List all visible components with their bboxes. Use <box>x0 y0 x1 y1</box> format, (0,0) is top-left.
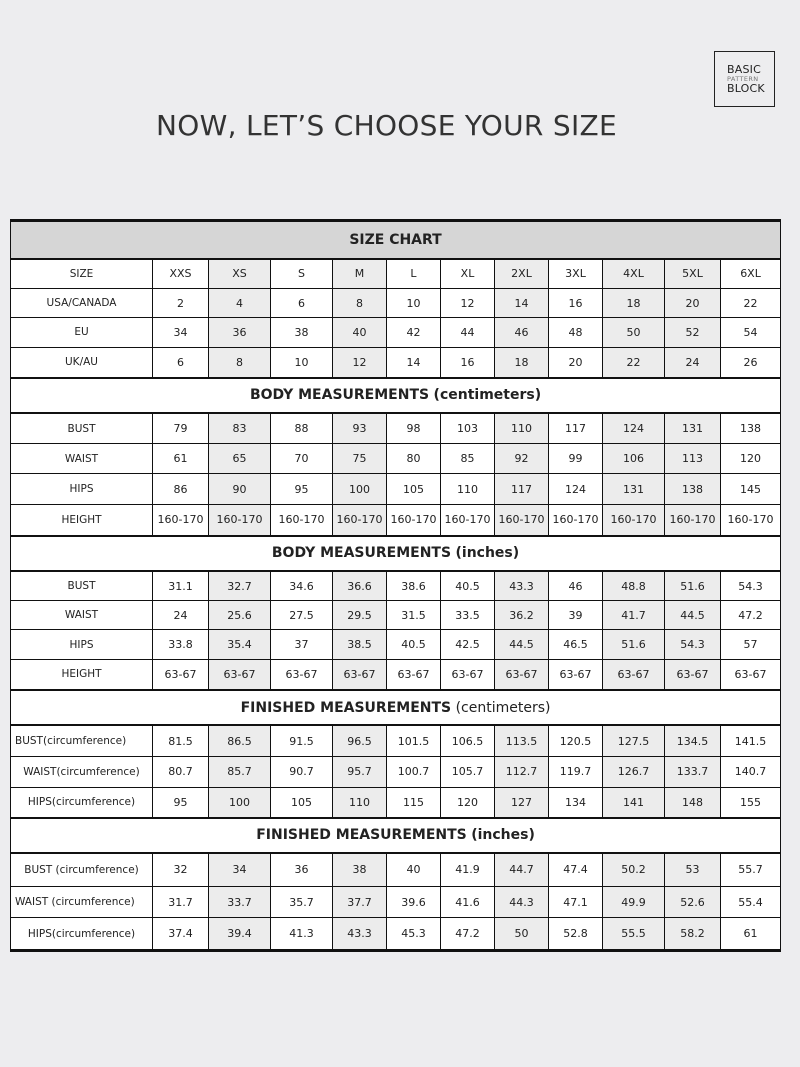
row-label: WAIST (circumference) <box>11 886 153 917</box>
table-cell: 2XL <box>495 259 549 288</box>
table-cell: 38 <box>333 853 387 886</box>
table-cell: 52.6 <box>665 886 721 917</box>
table-cell: 63-67 <box>387 659 441 689</box>
table-cell: 44.5 <box>495 630 549 659</box>
table-cell: 85 <box>441 443 495 473</box>
table-cell: 22 <box>721 288 781 317</box>
table-cell: 134.5 <box>665 725 721 756</box>
table-cell: 33.8 <box>153 630 209 659</box>
section-unit: (centimeters) <box>455 699 551 716</box>
section-title <box>11 690 781 725</box>
table-cell: 18 <box>603 288 665 317</box>
table-cell: 14 <box>387 347 441 377</box>
table-cell: 44.3 <box>495 886 549 917</box>
table-cell: 134 <box>549 787 603 817</box>
table-cell: 126.7 <box>603 757 665 787</box>
table-cell: 65 <box>209 443 271 473</box>
table-cell: 36 <box>271 853 333 886</box>
table-cell: 20 <box>549 347 603 377</box>
table-row <box>11 757 781 787</box>
table-cell: XL <box>441 259 495 288</box>
table-cell: 138 <box>665 474 721 504</box>
table-cell: 27.5 <box>271 601 333 630</box>
table-cell: 39 <box>549 601 603 630</box>
table-cell: M <box>333 259 387 288</box>
table-cell: 6 <box>271 288 333 317</box>
table-cell: 160-170 <box>153 504 209 535</box>
table-cell: 40 <box>333 318 387 347</box>
size-chart-table <box>10 219 781 952</box>
table-cell: 45.3 <box>387 918 441 951</box>
table-row <box>11 504 781 535</box>
table-row <box>11 259 781 288</box>
table-cell: 39.6 <box>387 886 441 917</box>
table-cell: 53 <box>665 853 721 886</box>
row-label: HIPS <box>11 474 153 504</box>
table-cell: 95.7 <box>333 757 387 787</box>
table-cell: 4 <box>209 288 271 317</box>
table-cell: 160-170 <box>721 504 781 535</box>
table-cell: 85.7 <box>209 757 271 787</box>
table-cell: 35.4 <box>209 630 271 659</box>
table-cell: 40.5 <box>441 571 495 600</box>
logo-line-1: BASIC <box>727 62 761 76</box>
table-cell: 10 <box>271 347 333 377</box>
table-cell: 63-67 <box>603 659 665 689</box>
table-cell: 44 <box>441 318 495 347</box>
row-label: WAIST <box>11 443 153 473</box>
table-row <box>11 443 781 473</box>
table-cell: 160-170 <box>209 504 271 535</box>
table-cell: 92 <box>495 443 549 473</box>
table-cell: 160-170 <box>441 504 495 535</box>
table-cell: 100 <box>333 474 387 504</box>
section-title <box>11 378 781 413</box>
table-cell: 101.5 <box>387 725 441 756</box>
table-cell: 47.1 <box>549 886 603 917</box>
table-row <box>11 601 781 630</box>
table-cell: 55.5 <box>603 918 665 951</box>
table-cell: 25.6 <box>209 601 271 630</box>
section-title-text: FINISHED MEASUREMENTS <box>256 827 467 844</box>
table-cell: 148 <box>665 787 721 817</box>
table-cell: 110 <box>441 474 495 504</box>
brand-logo <box>714 51 775 107</box>
table-cell: 120.5 <box>549 725 603 756</box>
table-cell: 96.5 <box>333 725 387 756</box>
table-cell: 100 <box>209 787 271 817</box>
table-row <box>11 571 781 600</box>
table-cell: 95 <box>153 787 209 817</box>
section-header <box>11 690 781 725</box>
table-cell: 8 <box>333 288 387 317</box>
table-cell: 160-170 <box>665 504 721 535</box>
table-cell: 83 <box>209 413 271 443</box>
table-cell: 131 <box>665 413 721 443</box>
table-cell: 117 <box>495 474 549 504</box>
table-cell: 81.5 <box>153 725 209 756</box>
row-label: BUST <box>11 413 153 443</box>
table-cell: 63-67 <box>271 659 333 689</box>
table-cell: 50 <box>603 318 665 347</box>
table-cell: 36.6 <box>333 571 387 600</box>
table-cell: 106 <box>603 443 665 473</box>
table-cell: XXS <box>153 259 209 288</box>
row-label: HIPS(circumference) <box>11 918 153 951</box>
page-title: NOW, LET’S CHOOSE YOUR SIZE <box>156 109 617 142</box>
table-cell: 24 <box>665 347 721 377</box>
table-cell: 37.7 <box>333 886 387 917</box>
table-cell: 4XL <box>603 259 665 288</box>
table-cell: 79 <box>153 413 209 443</box>
table-cell: XS <box>209 259 271 288</box>
section-header <box>11 536 781 571</box>
table-cell: 48 <box>549 318 603 347</box>
table-cell: 38.6 <box>387 571 441 600</box>
table-cell: 160-170 <box>387 504 441 535</box>
table-cell: 41.9 <box>441 853 495 886</box>
table-cell: 49.9 <box>603 886 665 917</box>
section-title-text: FINISHED MEASUREMENTS <box>240 699 452 716</box>
table-cell: 32 <box>153 853 209 886</box>
table-row <box>11 725 781 756</box>
table-cell: 106.5 <box>441 725 495 756</box>
table-cell: 46 <box>549 571 603 600</box>
table-cell: 63-67 <box>495 659 549 689</box>
row-label: BUST (circumference) <box>11 853 153 886</box>
table-cell: 26 <box>721 347 781 377</box>
row-label: USA/CANADA <box>11 288 153 317</box>
row-label: HIPS(circumference) <box>11 787 153 817</box>
table-row <box>11 787 781 817</box>
table-cell: 127 <box>495 787 549 817</box>
table-cell: 38 <box>271 318 333 347</box>
row-label: HEIGHT <box>11 504 153 535</box>
section-header <box>11 818 781 853</box>
table-cell: 41.3 <box>271 918 333 951</box>
table-cell: 50 <box>495 918 549 951</box>
table-cell: 3XL <box>549 259 603 288</box>
table-cell: 51.6 <box>603 630 665 659</box>
table-cell: 31.1 <box>153 571 209 600</box>
section-title <box>11 818 781 853</box>
table-cell: 61 <box>153 443 209 473</box>
table-cell: 10 <box>387 288 441 317</box>
table-cell: 113.5 <box>495 725 549 756</box>
table-cell: 145 <box>721 474 781 504</box>
section-unit: (inches) <box>455 545 520 562</box>
table-cell: 110 <box>333 787 387 817</box>
table-cell: 75 <box>333 443 387 473</box>
table-cell: 124 <box>603 413 665 443</box>
row-label: WAIST(circumference) <box>11 757 153 787</box>
row-label: EU <box>11 318 153 347</box>
table-cell: 12 <box>441 288 495 317</box>
table-cell: 93 <box>333 413 387 443</box>
section-header <box>11 378 781 413</box>
table-cell: 160-170 <box>271 504 333 535</box>
table-cell: 120 <box>441 787 495 817</box>
table-cell: 6XL <box>721 259 781 288</box>
table-cell: 2 <box>153 288 209 317</box>
table-cell: 5XL <box>665 259 721 288</box>
table-cell: 63-67 <box>153 659 209 689</box>
section-unit: (centimeters) <box>433 387 542 404</box>
table-cell: 80.7 <box>153 757 209 787</box>
table-cell: 6 <box>153 347 209 377</box>
table-cell: 155 <box>721 787 781 817</box>
table-cell: 34.6 <box>271 571 333 600</box>
logo-line-3: BLOCK <box>727 82 765 96</box>
table-cell: 40 <box>387 853 441 886</box>
table-cell: 36 <box>209 318 271 347</box>
table-cell: 44.5 <box>665 601 721 630</box>
table-cell: 112.7 <box>495 757 549 787</box>
row-label: BUST <box>11 571 153 600</box>
table-cell: 50.2 <box>603 853 665 886</box>
table-cell: 33.5 <box>441 601 495 630</box>
table-cell: 48.8 <box>603 571 665 600</box>
table-cell: 47.2 <box>441 918 495 951</box>
table-cell: 34 <box>209 853 271 886</box>
table-cell: 141 <box>603 787 665 817</box>
table-cell: 54 <box>721 318 781 347</box>
table-cell: 86.5 <box>209 725 271 756</box>
table-cell: 140.7 <box>721 757 781 787</box>
table-row <box>11 630 781 659</box>
table-cell: 131 <box>603 474 665 504</box>
section-title <box>11 536 781 571</box>
table-cell: 33.7 <box>209 886 271 917</box>
table-cell: 80 <box>387 443 441 473</box>
table-row <box>11 288 781 317</box>
table-cell: 105 <box>387 474 441 504</box>
table-cell: 41.7 <box>603 601 665 630</box>
table-cell: 90 <box>209 474 271 504</box>
table-cell: 57 <box>721 630 781 659</box>
table-cell: 58.2 <box>665 918 721 951</box>
table-cell: 52 <box>665 318 721 347</box>
table-cell: 91.5 <box>271 725 333 756</box>
table-cell: 42 <box>387 318 441 347</box>
table-cell: 14 <box>495 288 549 317</box>
table-cell: 54.3 <box>665 630 721 659</box>
table-cell: 20 <box>665 288 721 317</box>
table-cell: 43.3 <box>495 571 549 600</box>
table-cell: 16 <box>441 347 495 377</box>
table-cell: 55.4 <box>721 886 781 917</box>
table-cell: 160-170 <box>495 504 549 535</box>
table-cell: S <box>271 259 333 288</box>
table-cell: 63-67 <box>333 659 387 689</box>
table-cell: 31.5 <box>387 601 441 630</box>
row-label: SIZE <box>11 259 153 288</box>
table-cell: 51.6 <box>665 571 721 600</box>
table-cell: 124 <box>549 474 603 504</box>
table-cell: 43.3 <box>333 918 387 951</box>
table-cell: 103 <box>441 413 495 443</box>
table-cell: 105.7 <box>441 757 495 787</box>
table-cell: 35.7 <box>271 886 333 917</box>
table-row <box>11 474 781 504</box>
table-cell: 29.5 <box>333 601 387 630</box>
table-cell: 46 <box>495 318 549 347</box>
table-cell: 24 <box>153 601 209 630</box>
table-cell: 63-67 <box>665 659 721 689</box>
table-row <box>11 318 781 347</box>
table-cell: 160-170 <box>549 504 603 535</box>
table-cell: 105 <box>271 787 333 817</box>
table-cell: 63-67 <box>441 659 495 689</box>
table-cell: 100.7 <box>387 757 441 787</box>
table-row <box>11 853 781 886</box>
table-cell: 160-170 <box>603 504 665 535</box>
table-cell: 90.7 <box>271 757 333 787</box>
table-cell: 63-67 <box>209 659 271 689</box>
row-label: HEIGHT <box>11 659 153 689</box>
table-cell: 54.3 <box>721 571 781 600</box>
table-cell: 110 <box>495 413 549 443</box>
table-cell: 47.2 <box>721 601 781 630</box>
table-cell: 41.6 <box>441 886 495 917</box>
table-cell: 44.7 <box>495 853 549 886</box>
table-cell: 63-67 <box>721 659 781 689</box>
logo-line-2: PATTERN <box>727 74 759 83</box>
table-cell: 160-170 <box>333 504 387 535</box>
section-title-text: BODY MEASUREMENTS <box>271 545 452 562</box>
table-cell: 36.2 <box>495 601 549 630</box>
row-label: WAIST <box>11 601 153 630</box>
table-cell: 42.5 <box>441 630 495 659</box>
table-cell: 22 <box>603 347 665 377</box>
table-cell: L <box>387 259 441 288</box>
table-cell: 46.5 <box>549 630 603 659</box>
table-cell: 18 <box>495 347 549 377</box>
table-cell: 95 <box>271 474 333 504</box>
table-cell: 16 <box>549 288 603 317</box>
section-title-text: BODY MEASUREMENTS <box>249 387 430 404</box>
row-label: BUST(circumference) <box>11 725 153 756</box>
table-cell: 86 <box>153 474 209 504</box>
section-unit: (inches) <box>471 827 535 844</box>
table-cell: 117 <box>549 413 603 443</box>
table-row <box>11 918 781 951</box>
table-cell: 39.4 <box>209 918 271 951</box>
table-cell: 12 <box>333 347 387 377</box>
table-row <box>11 347 781 377</box>
table-cell: 34 <box>153 318 209 347</box>
table-cell: 115 <box>387 787 441 817</box>
row-label: HIPS <box>11 630 153 659</box>
table-row <box>11 413 781 443</box>
table-cell: 70 <box>271 443 333 473</box>
table-cell: 55.7 <box>721 853 781 886</box>
table-cell: 47.4 <box>549 853 603 886</box>
table-row <box>11 659 781 689</box>
table-cell: 32.7 <box>209 571 271 600</box>
table-cell: 52.8 <box>549 918 603 951</box>
table-cell: 37.4 <box>153 918 209 951</box>
table-title: SIZE CHART <box>11 221 781 260</box>
table-cell: 120 <box>721 443 781 473</box>
table-cell: 8 <box>209 347 271 377</box>
table-cell: 98 <box>387 413 441 443</box>
table-cell: 61 <box>721 918 781 951</box>
table-cell: 63-67 <box>549 659 603 689</box>
table-cell: 40.5 <box>387 630 441 659</box>
table-cell: 119.7 <box>549 757 603 787</box>
row-label: UK/AU <box>11 347 153 377</box>
table-cell: 133.7 <box>665 757 721 787</box>
table-cell: 99 <box>549 443 603 473</box>
table-cell: 141.5 <box>721 725 781 756</box>
table-cell: 88 <box>271 413 333 443</box>
table-cell: 127.5 <box>603 725 665 756</box>
table-row <box>11 886 781 917</box>
table-cell: 38.5 <box>333 630 387 659</box>
table-cell: 37 <box>271 630 333 659</box>
table-cell: 113 <box>665 443 721 473</box>
table-cell: 138 <box>721 413 781 443</box>
table-cell: 31.7 <box>153 886 209 917</box>
